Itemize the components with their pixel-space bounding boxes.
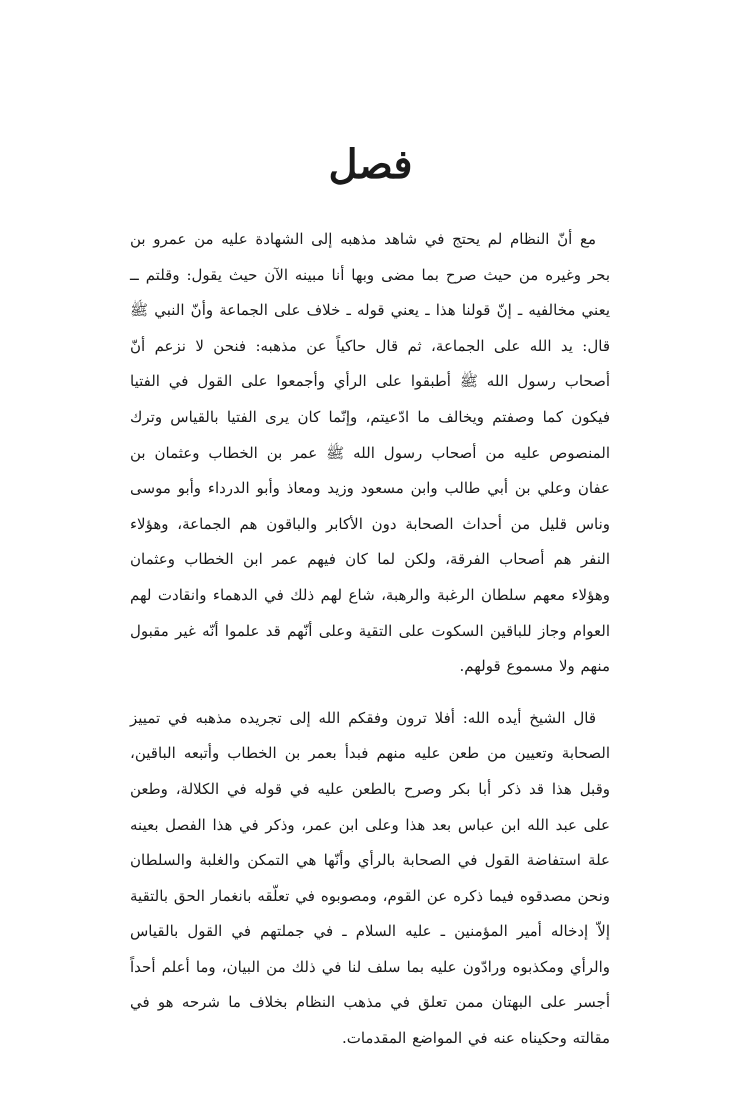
paragraph-2: قال الشيخ أيده الله: أفلا ترون وفقكم الله إلى تجريده مذهبه في تمييز الصحابة وتعيين من طعن عليه منهم فبدأ بعمر بن الخطاب وأتبعه الباقين، وقبل هذا قد ذكر أبا بكر وصرح بالطعن عليه في قوله في الكلالة، وطعن على عبد الله ابن عباس بعد هذا وعلى ابن عمر، وذكر في هذا الفصل بعينه علة استفاضة القول في الصحابة بالرأي وأنّها هي التمكن والغلبة والسلطان ونحن مصدقوه فيما ذكره عن القوم، ومصوبوه في تعلّقه بانغمار الحق بالتقية إلاّ إدخاله أمير المؤمنين ـ عليه السلام ـ في جملتهم في القول بالقياس والرأي ومكذبوه ورادّون عليه بما سلف لنا في ذلك من البيان، وما أعلم أحداً أجسر على البهتان ممن تعلق في مذهب النظام بخلاف ما شرحه هو في مقالته وحكيناه عنه في المواضع المقدمات. bbox=[130, 708, 610, 1048]
body-text bbox=[130, 222, 610, 1057]
paragraph-1: مع أنّ النظام لم يحتج في شاهد مذهبه إلى الشهادة عليه من عمرو بن بحر وغيره من حيث صرح بما مضى وبها أنا مبينه الآن حيث يقول: وقلتم ــ يعني مخالفيه ـ إنّ قولنا هذا ـ يعني قوله ـ خلاف على الجماعة وأنّ النبي ﷺ قال: يد الله على الجماعة، ثم قال حاكياً عن مذهبه: فنحن لا نزعم أنّ أصحاب رسول الله ﷺ أطبقوا على الرأي وأجمعوا على القول في الفتيا فيكون كما وصفتم ويخالف ما ادّعيتم، وإنّما كان يرى الفتيا بالقياس وترك المنصوص عليه من أصحاب رسول الله ﷺ عمر بن الخطاب وعثمان بن عفان وعلي بن أبي طالب وابن مسعود وزيد ومعاذ وأبو الدرداء وأبو موسى وناس قليل من أحداث الصحابة دون الأكابر والباقون هم الجماعة، وهؤلاء النفر هم أصحاب الفرقة، ولكن لما كان فيهم عمر ابن الخطاب وعثمان وهؤلاء معهم سلطان الرغبة والرهبة، شاع لهم ذلك في الدهماء وانقادت لهم العوام وجاز للباقين السكوت على التقية وعلى أنّهم قد علموا أنّه غير مقبول منهم ولا مسموع قولهم. bbox=[130, 230, 610, 676]
chapter-title: فصل bbox=[328, 141, 413, 188]
